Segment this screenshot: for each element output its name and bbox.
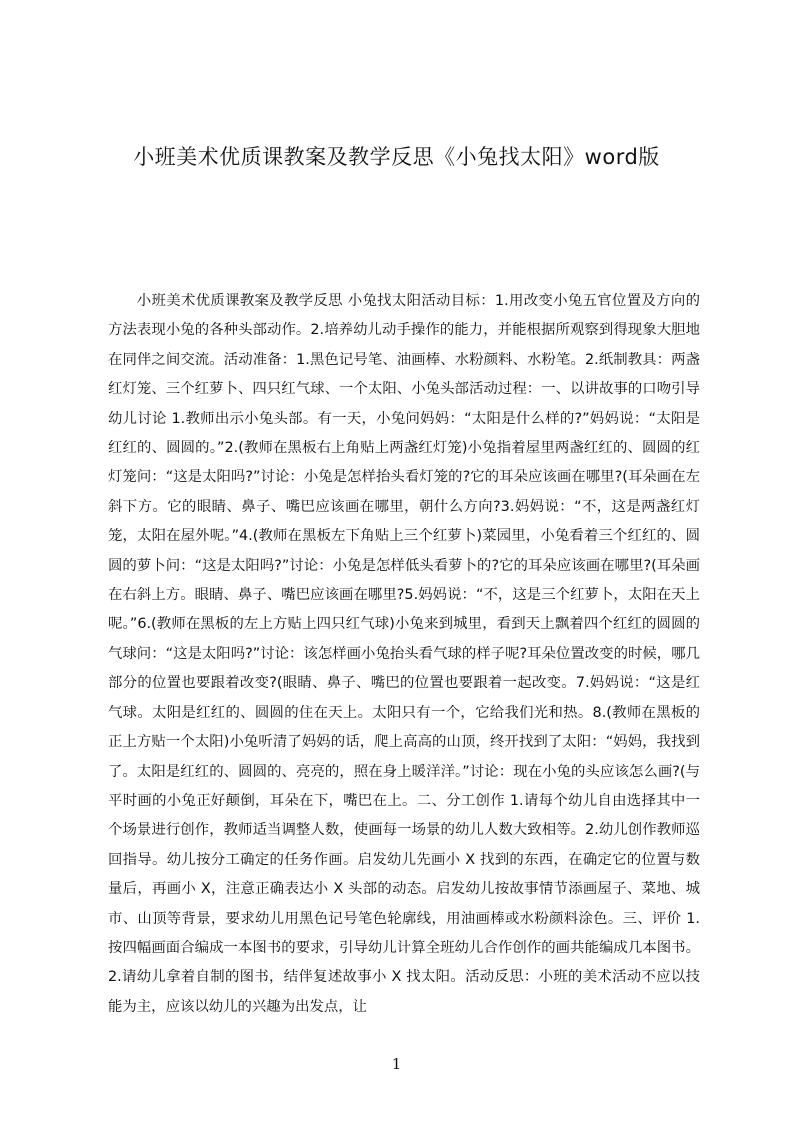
document-body-paragraph: 小班美术优质课教案及教学反思 小兔找太阳活动目标：1.用改变小兔五官位置及方向的方法表现小兔的各种头部动作。2.培养幼儿动手操作的能力，并能根据所观察到得现象大胆地在同伴之间交流。活动准备：1.黑色记号笔、油画棒、水粉颜料、水粉笔。2.纸制教具：两盏红灯笼、三个红萝卜、四只红气球、一个太阳、小兔头部活动过程：一、以讲故事的口吻引导幼儿讨论 1.教师出示小兔头部。有一天，小兔问妈妈：“太阳是什么样的?”妈妈说：“太阳是红红的、圆圆的。”2.(教师在黑板右上角贴上两盏红灯笼)小兔指着屋里两盏红红的、圆圆的红灯笼问：“这是太阳吗?”讨论：小兔是怎样抬头看灯笼的?它的耳朵应该画在哪里?(耳朵画在左斜下方。它的眼睛、鼻子、嘴巴应该画在哪里，朝什么方向?3.妈妈说：“不，这是两盏红灯笼，太阳在屋外呢。”4.(教师在黑板左下角贴上三个红萝卜)菜园里，小兔看着三个红红的、圆圆的萝卜问：“这是太阳吗?”讨论：小兔是怎样低头看萝卜的?它的耳朵应该画在哪里?(耳朵画在右斜上方。眼睛、鼻子、嘴巴应该画在哪里?5.妈妈说：“不，这是三个红萝卜，太阳在天上呢。”6.(教师在黑板的左上方贴上四只红气球)小兔来到城里，看到天上飘着四个红红的圆圆的气球问：“这是太阳吗?”讨论：该怎样画小兔抬头看气球的样子呢?耳朵位置改变的时候，哪几部分的位置也要跟着改变?(眼睛、鼻子、嘴巴的位置也要跟着一起改变。7.妈妈说：“这是红气球。太阳是红红的、圆圆的住在天上。太阳只有一个，它给我们光和热。8.(教师在黑板的正上方贴一个太阳)小兔听清了妈妈的话，爬上高高的山顶，终开找到了太阳：“妈妈，我找到了。太阳是红红的、圆圆的、亮亮的，照在身上暖洋洋。”讨论：现在小兔的头应该怎么画?(与平时画的小兔正好颠倒，耳朵在下，嘴巴在上。二、分工创作 1.请每个幼儿自由选择其中一个场景进行创作，教师适当调整人数，使画每一场景的幼儿人数大致相等。2.幼儿创作教师巡回指导。幼儿按分工确定的任务作画。启发幼儿先画小 X 找到的东西，在确定它的位置与数量后，再画小 X，注意正确表达小 X 头部的动态。启发幼儿按故事情节添画屋子、菜地、城市、山顶等背景，要求幼儿用黑色记号笔色轮廓线，用油画棒或水粉颜料涂色。三、评价 1.按四幅画面合编成一本图书的要求，引导幼儿计算全班幼儿合作创作的画共能编成几本图书。2.请幼儿拿着自制的图书，结伴复述故事小 X 找太阳。活动反思：小班的美术活动不应以技能为主，应该以幼儿的兴趣为出发点，让 (108, 293, 700, 1015)
page-number: 1 (391, 1055, 402, 1073)
document-title: 小班美术优质课教案及教学反思《小兔找太阳》word版 (133, 145, 660, 169)
